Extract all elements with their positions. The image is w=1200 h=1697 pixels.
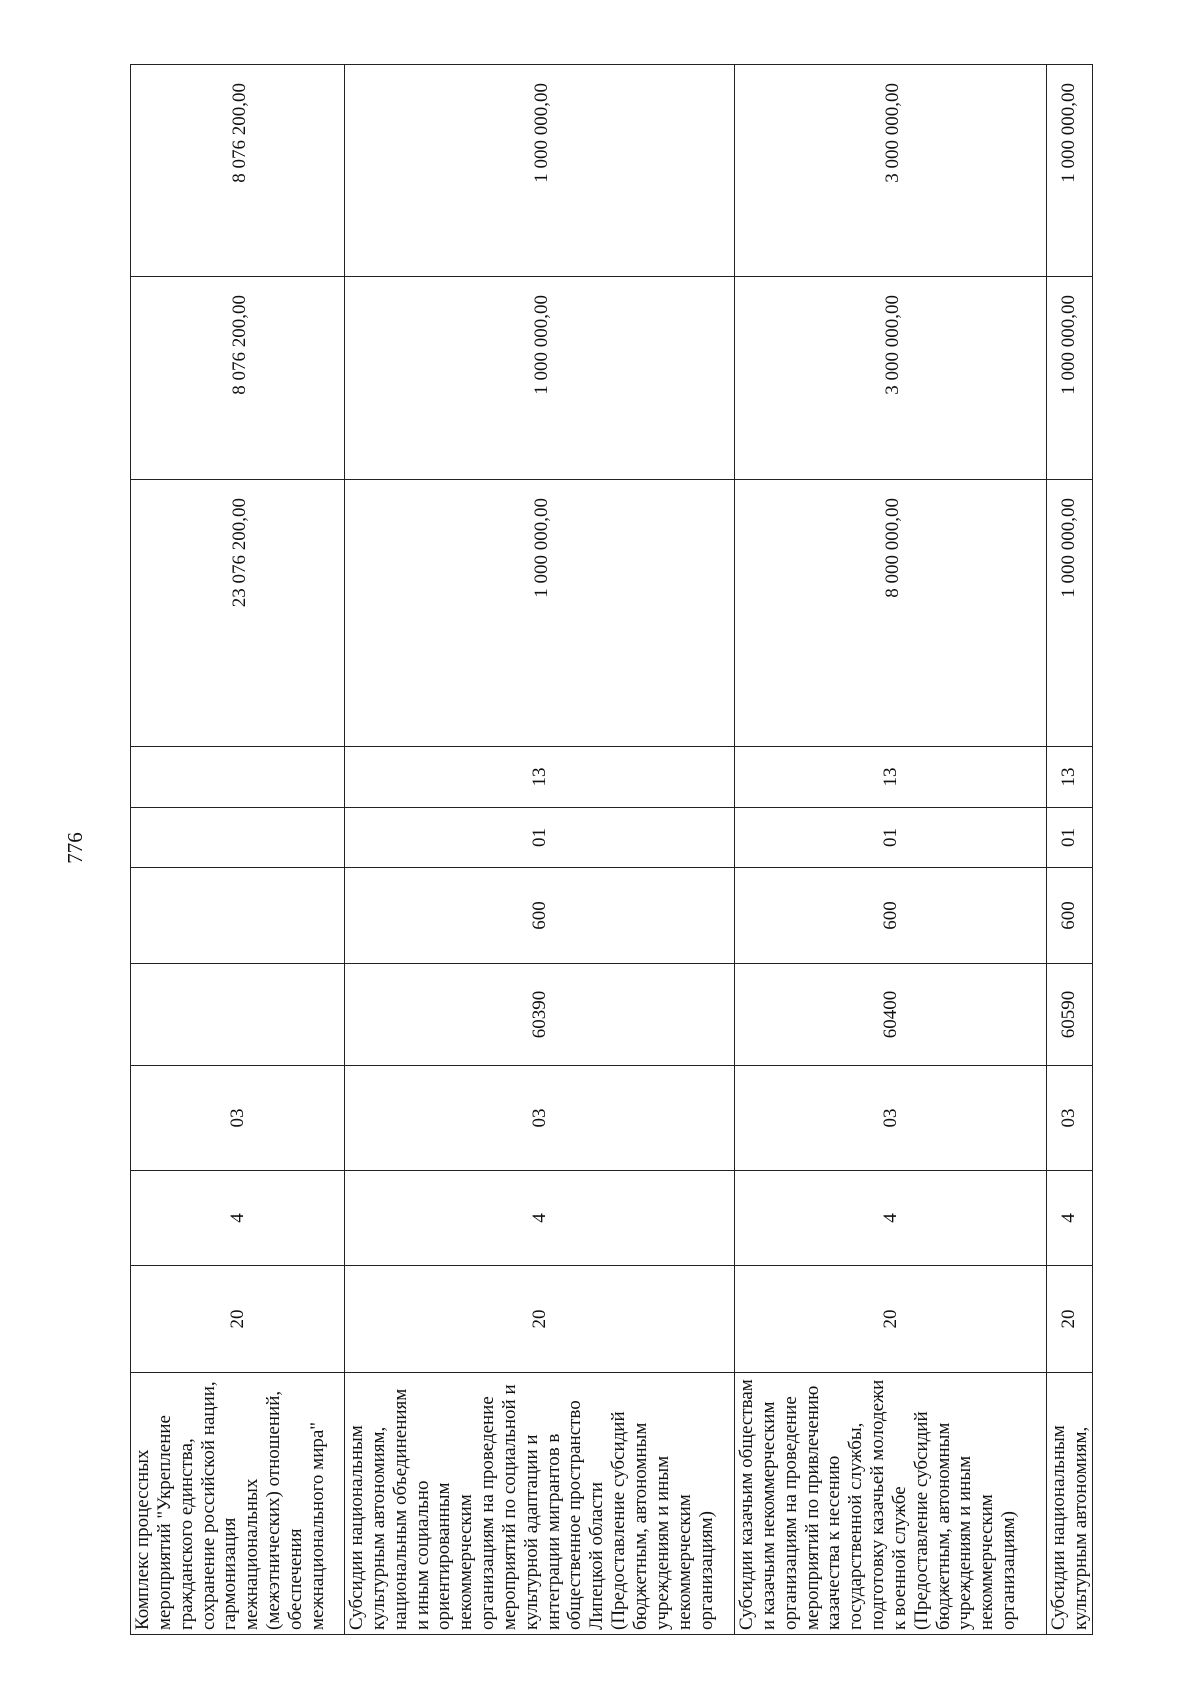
section-code: 01 <box>735 808 1047 868</box>
element-code: 03 <box>345 1066 735 1171</box>
row-name: Субсидии национальным культурным автономиям, национальным объединениям и иным социально ориентированным некоммерческим организациям на проведение мероприятий по социальной и культурной адаптации и интеграции мигрантов в общественное пространство Липецкой области (Предоставление субсидий бюджетным, автономным учреждениям и иным некоммерческим организациям) <box>345 1373 735 1635</box>
table-row <box>345 65 735 1635</box>
program-code: 20 <box>735 1266 1047 1373</box>
section-code: 01 <box>345 808 735 868</box>
row-name: Субсидии казачьим обществам и казачьим некоммерческим организациям на проведение мероприятий по привлечению казачества к несению государственной службы, подготовку казачьей молодежи к военной службе (Предоставление субсидий бюджетным, автономным учреждениям и иным некоммерческим организациям) <box>735 1373 1047 1635</box>
program-code: 20 <box>345 1266 735 1373</box>
sum-2025: 8 000 000,00 <box>735 480 1047 747</box>
direction-code: 60590 <box>1047 964 1093 1066</box>
sum-2025: 1 000 000,00 <box>345 480 735 747</box>
budget-table <box>130 64 1093 1635</box>
subprogram-code: 4 <box>735 1171 1047 1266</box>
sum-2026: 1 000 000,00 <box>1047 277 1093 480</box>
element-code: 03 <box>1047 1066 1093 1171</box>
sum-2025: 1 000 000,00 <box>1047 480 1093 747</box>
sum-2025: 23 076 200,00 <box>131 480 345 747</box>
sum-2027: 3 000 000,00 <box>735 65 1047 277</box>
direction-code: 60400 <box>735 964 1047 1066</box>
table-row <box>131 65 345 1635</box>
sum-2027: 1 000 000,00 <box>345 65 735 277</box>
sum-2026: 3 000 000,00 <box>735 277 1047 480</box>
subsection-code: 13 <box>345 747 735 808</box>
program-code: 20 <box>1047 1266 1093 1373</box>
subsection-code: 13 <box>735 747 1047 808</box>
expense-type-code: 600 <box>345 868 735 964</box>
page-number: 776 <box>63 832 87 864</box>
budget-table-rotated <box>130 65 1091 1635</box>
subprogram-code: 4 <box>345 1171 735 1266</box>
subsection-code <box>131 747 345 808</box>
sum-2027: 8 076 200,00 <box>131 65 345 277</box>
direction-code <box>131 964 345 1066</box>
sum-2026: 1 000 000,00 <box>345 277 735 480</box>
table-row <box>1047 65 1093 1635</box>
expense-type-code: 600 <box>1047 868 1093 964</box>
row-name: Комплекс процессных мероприятий "Укрепление гражданского единства, сохранение российской нации, гармонизация межнациональных (межэтнических) отношений, обеспечения межнационального мира" <box>131 1373 345 1635</box>
expense-type-code: 600 <box>735 868 1047 964</box>
direction-code: 60390 <box>345 964 735 1066</box>
element-code: 03 <box>131 1066 345 1171</box>
section-code: 01 <box>1047 808 1093 868</box>
subprogram-code: 4 <box>1047 1171 1093 1266</box>
program-code: 20 <box>131 1266 345 1373</box>
subsection-code: 13 <box>1047 747 1093 808</box>
table-row <box>735 65 1047 1635</box>
row-name: Субсидии национальным культурным автономиям, <box>1047 1373 1093 1635</box>
expense-type-code <box>131 868 345 964</box>
sum-2027: 1 000 000,00 <box>1047 65 1093 277</box>
section-code <box>131 808 345 868</box>
element-code: 03 <box>735 1066 1047 1171</box>
subprogram-code: 4 <box>131 1171 345 1266</box>
sum-2026: 8 076 200,00 <box>131 277 345 480</box>
